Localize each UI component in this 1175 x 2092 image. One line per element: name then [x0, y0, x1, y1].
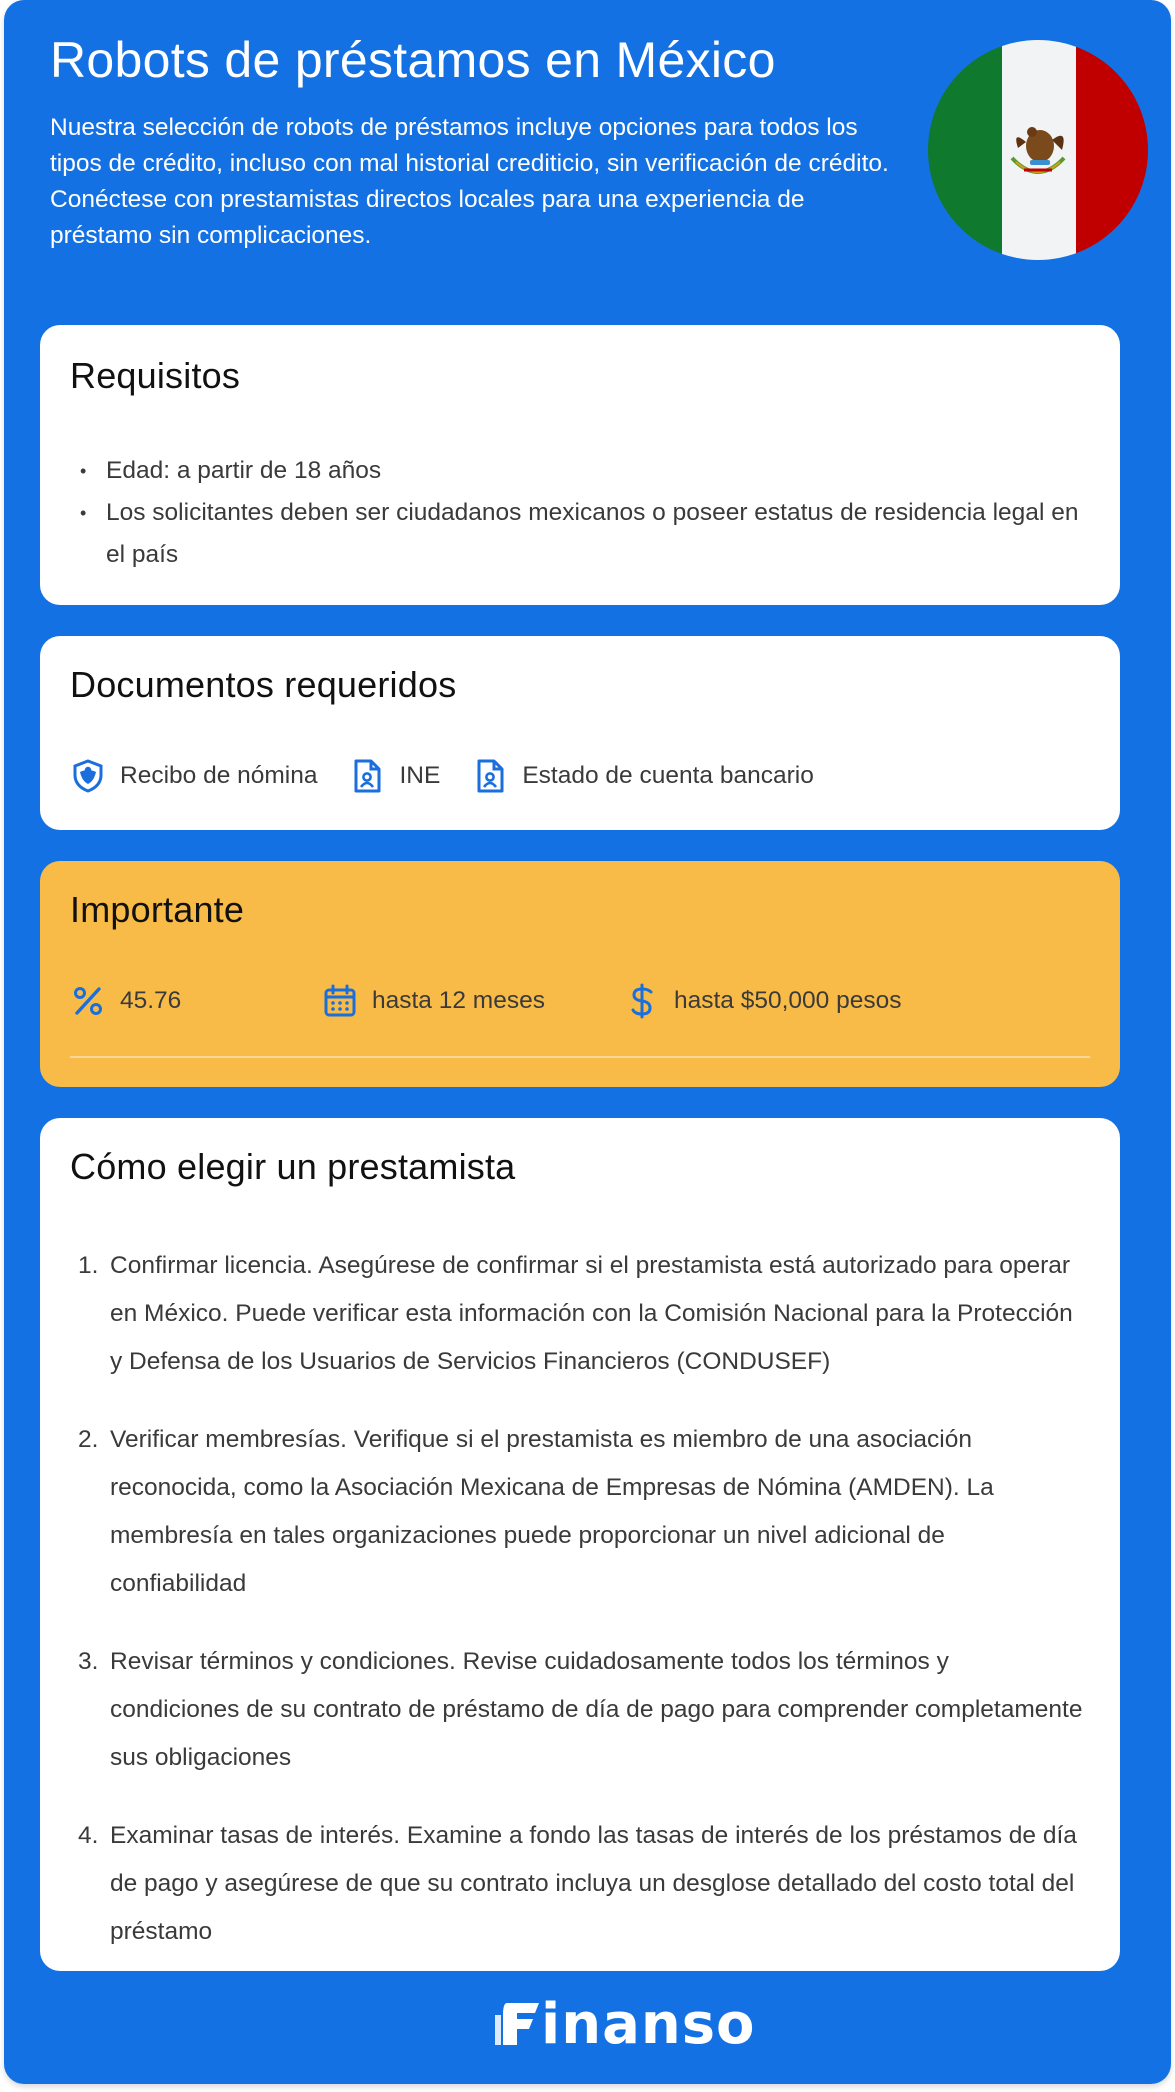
dollar-icon: [624, 983, 660, 1019]
shield-icon: [70, 758, 106, 794]
percent-icon: [70, 983, 106, 1019]
term-item: [322, 983, 624, 1019]
divider: [70, 1056, 1090, 1058]
documents-card: [40, 636, 1120, 830]
documents-list: [70, 758, 814, 794]
document-label: Estado de cuenta bancario: [522, 762, 814, 789]
finanso-logo: [495, 1991, 756, 2057]
documents-heading: Documentos requeridos: [70, 664, 457, 705]
requirements-list: [70, 450, 1080, 576]
steps-list: [70, 1242, 1084, 1986]
amount-item: [624, 983, 902, 1019]
list-item: [70, 1416, 1084, 1608]
id-document-icon: [349, 758, 385, 794]
step-text: Confirmar licencia. Asegúrese de confirmar si el prestamista está autorizado para operar en México. Puede verificar esta información con la Comisión Nacional para la Protección y Defensa de los Usuarios de Servicios Financieros (CONDUSEF): [110, 1252, 1073, 1375]
document-label: INE: [399, 762, 441, 789]
important-list: [70, 983, 902, 1019]
step-text: Verificar membresías. Verifique si el prestamista es miembro de una asociación reconocida, como la Asociación Mexicana de Empresas de Nómina (AMDEN). La membresía en tales organizaciones puede proporcionar un nivel adicional de confiabilidad: [110, 1426, 994, 1597]
step-number: 2.: [78, 1426, 99, 1453]
list-item: [70, 1242, 1084, 1386]
step-number: 1.: [78, 1252, 99, 1279]
intro-text: Nuestra selección de robots de préstamos incluye opciones para todos los tipos de crédito, incluso con mal historial crediticio, sin verificación de crédito. Conéctese con prestamistas directos locales para una experiencia de préstamo sin complicaciones.: [50, 114, 889, 249]
list-item: [70, 1812, 1084, 1956]
choose-heading: Cómo elegir un prestamista: [70, 1146, 516, 1187]
list-item: • Los solicitantes deben ser ciudadanos mexicanos o poseer estatus de residencia legal en el país: [70, 492, 1080, 576]
choose-lender-card: [40, 1118, 1120, 1971]
step-text: Revisar términos y condiciones. Revise cuidadosamente todos los términos y condiciones de su contrato de préstamo de día de pago para comprender completamente sus obligaciones: [110, 1648, 1083, 1771]
requirements-card: [40, 325, 1120, 605]
list-item: [70, 1638, 1084, 1782]
rate-item: [70, 983, 322, 1019]
logo-text: inanso: [541, 1991, 756, 2057]
amount-value: hasta $50,000 pesos: [674, 987, 902, 1014]
page-title: Robots de préstamos en México: [50, 32, 776, 88]
finanso-f-icon: [495, 1999, 541, 2049]
list-item: • Edad: a partir de 18 años: [70, 450, 1080, 492]
step-number: 3.: [78, 1648, 99, 1675]
document-item: [70, 758, 317, 794]
document-label: Recibo de nómina: [120, 762, 318, 789]
important-heading: Importante: [70, 889, 245, 930]
id-document-icon: [472, 758, 508, 794]
requirements-heading: Requisitos: [70, 355, 241, 396]
document-item: [472, 758, 814, 794]
mexico-flag-icon: [928, 40, 1148, 260]
step-text: Examinar tasas de interés. Examine a fondo las tasas de interés de los préstamos de día de pago y asegúrese de que su contrato incluya un desglose detallado del costo total del préstamo: [110, 1822, 1077, 1945]
calendar-icon: [322, 983, 358, 1019]
rate-value: 45.76: [120, 987, 182, 1014]
important-card: [40, 861, 1120, 1087]
document-item: [349, 758, 440, 794]
term-value: hasta 12 meses: [372, 987, 545, 1014]
step-number: 4.: [78, 1822, 99, 1849]
